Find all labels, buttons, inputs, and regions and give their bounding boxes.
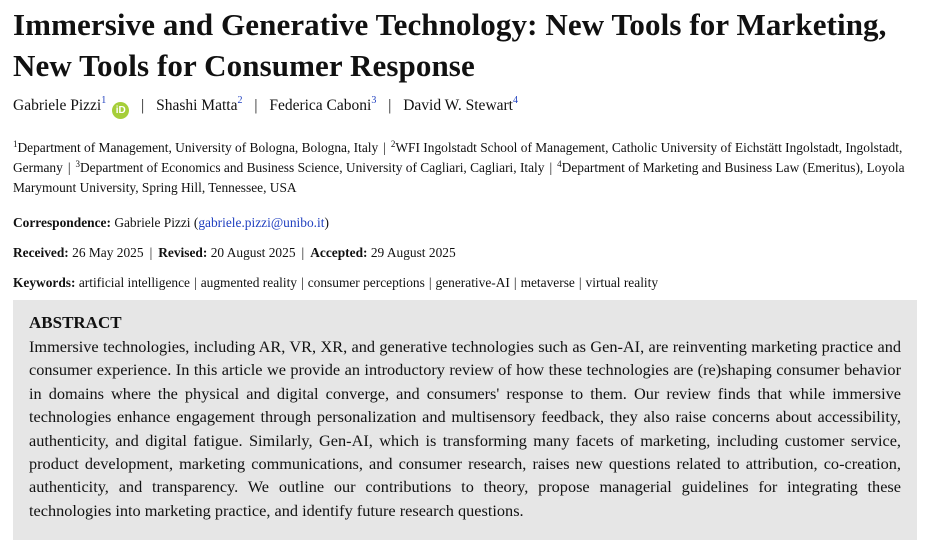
abstract-box [13,300,917,540]
date-separator: | [301,245,305,260]
keyword-separator: | [578,275,582,290]
keywords-label: Keywords: [13,275,76,290]
article-title: Immersive and Generative Technology: New Tools for Marketing, New Tools for Consumer Response [13,7,887,83]
correspondence-name: Gabriele Pizzi [114,215,191,230]
affiliation-number: 4 [557,159,562,169]
author-separator: | [254,97,258,114]
affiliation-text: WFI Ingolstadt School of Management, Catholic University of Eichstätt Ingolstadt, Ingolstadt, Germany [13,140,903,175]
affiliations [13,138,918,198]
affiliation-text: Department of Marketing and Business Law (Emeritus), Loyola Marymount University, Spring Hill, Tennessee, USA [13,160,905,195]
keywords [13,273,918,293]
author-name[interactable]: Gabriele Pizzi [13,97,102,114]
keyword-separator: | [428,275,432,290]
author-affiliation-marker[interactable]: 1 [101,95,107,106]
affiliation-separator: | [549,160,553,175]
keyword: augmented reality [200,275,298,290]
received-date: 26 May 2025 [72,245,144,260]
keyword-separator: | [194,275,197,290]
keyword-separator: | [513,275,517,290]
keyword: virtual reality [585,275,659,290]
affiliation-separator: | [383,140,386,155]
author-list [13,96,918,119]
keyword: artificial intelligence [78,275,191,290]
affiliation-text: Department of Management, University of Bologna, Bologna, Italy [17,140,379,155]
keyword: consumer perceptions [307,275,425,290]
keyword: metaverse [520,275,575,290]
correspondence-email-link[interactable]: gabriele.pizzi@unibo.it [198,215,325,230]
abstract-text: Immersive technologies, including AR, VR, XR, and generative technologies such as Gen-AI, are reinventing marketing practice and consumer experience. In this article we provide an introductory review of how these technologies are (re)shaping consumer behavior in domains where the physical and digital converge, and consumers' response to them. Our review finds that while immersive technologies enhance engagement through personalization and multisensory feedback, they also raise concerns about accessibility, authenticity, and digital fatigue. Similarly, Gen-AI, which is transforming many facets of marketing, including customer service, product development, marketing communications, and consumer research, raises new questions related to attribution, co-creation, authenticity, and transparency. We outline our contributions to theory, propose managerial guidelines for integrating these technologies into marketing practice, and identify future research questions. [29,337,901,520]
affiliation-number: 2 [390,139,396,149]
author-name[interactable]: Federica Caboni [269,97,372,114]
correspondence-label: Correspondence: [13,215,111,230]
received-label: Received: [13,245,69,260]
accepted-date: 29 August 2025 [370,245,456,260]
revised-date: 20 August 2025 [210,245,296,260]
correspondence: Correspondence: Gabriele Pizzi (gabriele.pizzi@unibo.it) [13,215,329,230]
date-separator: | [149,245,153,260]
revised-label: Revised: [158,245,208,260]
author-name[interactable]: David W. Stewart [403,97,513,114]
author-separator: | [141,97,145,114]
author-separator: | [388,97,392,114]
author-affiliation-marker[interactable]: 3 [371,95,377,106]
author-name[interactable]: Shashi Matta [156,97,238,114]
keyword-separator: | [301,275,304,290]
author-affiliation-marker[interactable]: 2 [237,95,243,106]
article-dates [13,243,918,263]
affiliation-text: Department of Economics and Business Science, University of Cagliari, Cagliari, Italy [80,160,545,175]
author-affiliation-marker[interactable]: 4 [512,95,518,106]
abstract-heading: ABSTRACT [29,313,122,332]
affiliation-number: 3 [75,159,81,169]
orcid-icon[interactable]: iD [112,102,129,119]
affiliation-number: 1 [13,139,18,149]
accepted-label: Accepted: [310,245,368,260]
article-header [13,0,918,293]
keyword: generative-AI [435,275,510,290]
affiliation-separator: | [67,160,71,175]
